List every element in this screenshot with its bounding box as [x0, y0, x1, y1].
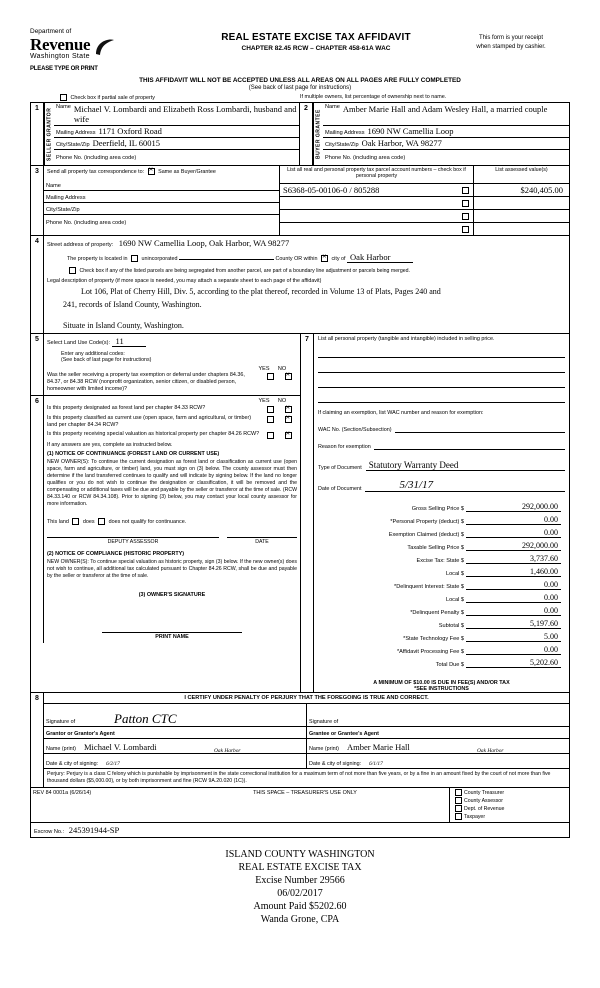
grantee-name-print-label: Name (print): [309, 746, 339, 752]
parcel-column-header: List all real and personal property tax parcel account numbers – check box if personal property: [280, 166, 474, 183]
section6-instruction: If any answers are yes, complete as instructed below.: [47, 442, 173, 449]
stamp-line-2: REAL ESTATE EXCISE TAX: [238, 862, 362, 873]
footer-row: [31, 787, 569, 822]
taxable-selling-price-value[interactable]: 292,000.00: [466, 541, 561, 551]
parcel-row: [280, 210, 569, 223]
document-type-label: Type of Document: [318, 465, 362, 471]
corr-phone-row: [44, 215, 279, 227]
form-revision-label: REV 84 0001a (6/26/14): [33, 790, 92, 796]
notice-compliance-title: (2) NOTICE OF COMPLIANCE (HISTORIC PROPERTY): [47, 551, 185, 558]
completion-notice: THIS AFFIDAVIT WILL NOT BE ACCEPTED UNLESS ALL AREAS ON ALL PAGES ARE FULLY COMPLETED: [139, 77, 461, 84]
taxpayer-label: Taxpayer: [464, 814, 486, 820]
excise-tax-local-value[interactable]: 1,460.00: [466, 567, 561, 577]
buyer-grantee-tab: BUYER GRANTEE: [313, 103, 323, 165]
seller-mailing-value[interactable]: 1171 Oxford Road: [98, 126, 162, 136]
seller-mailing-label: Mailing Address: [56, 130, 96, 136]
tax-correspondence-block: [44, 166, 280, 235]
corr-city-label: City/State/Zip: [46, 207, 80, 213]
unincorporated-checkbox[interactable]: [131, 255, 138, 262]
dept-revenue-checkbox[interactable]: [455, 805, 462, 812]
excise-tax-local-label: Local $: [445, 571, 464, 577]
segregation-note-row: [47, 267, 566, 274]
section6-yes-header: YES: [258, 398, 270, 404]
buyer-mailing-label: Mailing Address: [325, 130, 365, 136]
section5-no-header: NO: [277, 366, 287, 372]
stamp-line-1: ISLAND COUNTY WASHINGTON: [225, 849, 375, 860]
reason-exemption-value[interactable]: [374, 440, 565, 450]
excise-tax-state-value[interactable]: 3,737.60: [466, 554, 561, 564]
corr-city-value[interactable]: [83, 213, 277, 214]
seller-phone-value[interactable]: [139, 161, 297, 162]
total-due-value[interactable]: 5,202.60: [466, 658, 561, 668]
section-4-number: 4: [31, 236, 44, 333]
seller-exemption-question: Was the seller receiving a property tax exemption or deferral under chapters 84.36, 84.37, or 84.38 RCW (nonprofit organization, senior citizen, or disabled person, homeowner with limited income)?: [47, 372, 245, 392]
parcel-number-1[interactable]: S6368-05-00106-0 / 805288: [283, 185, 380, 195]
legal-description-line-1: Lot 106, Plat of Cherry Hill, Div. 5, according to the plat thereof, recorded in Volume 13 of Plats, Pages 240 and: [81, 287, 441, 296]
buyer-mailing-value[interactable]: 1690 NW Camellia Loop: [367, 126, 454, 136]
county-assessor-label: County Assessor: [464, 798, 503, 804]
seller-grantor-tab: SELLER GRANTOR: [44, 103, 54, 165]
exemption-claimed-value[interactable]: 0.00: [466, 528, 561, 538]
partial-sale-line: [30, 94, 300, 101]
partial-sale-label: Check box if partial sale of property: [70, 94, 155, 101]
property-address-block: [44, 236, 569, 333]
grantor-agent-label: Grantor or Grantor's Agent: [46, 731, 115, 737]
buyer-city-row: [323, 138, 569, 150]
corr-name-label: Name: [46, 183, 61, 189]
grantee-date-value[interactable]: 6/1/17: [369, 761, 383, 767]
receipt-note-line1: This form is your receipt: [478, 35, 544, 41]
city-of-checkbox[interactable]: [321, 255, 328, 262]
seller-exemption-no-checkbox[interactable]: [285, 373, 292, 380]
county-or-within-label: County OR within: [275, 256, 318, 262]
gross-selling-price-value[interactable]: 292,000.00: [466, 502, 561, 512]
taxable-selling-price-label: Taxable Selling Price $: [407, 545, 464, 551]
right-column: [301, 334, 569, 692]
section-1-number: 1: [31, 103, 44, 165]
seller-name-label: Name: [56, 104, 71, 110]
grantee-agent-label: Grantee or Grantee's Agent: [309, 731, 379, 737]
grantee-city-handwritten[interactable]: Oak Harbor: [477, 748, 504, 754]
total-due-label: Total Due $: [435, 662, 464, 668]
historic-property-question: Is this property receiving special valuation as historical property per chapter 84.26 RCW?: [47, 431, 260, 438]
treasurer-use-label: THIS SPACE – TREASURER'S USE ONLY: [253, 790, 357, 796]
segregation-checkbox[interactable]: [69, 267, 76, 274]
department-label: Department of: [30, 28, 72, 35]
seller-name-row: [54, 103, 299, 126]
grantee-signature-label: Signature of: [309, 719, 339, 725]
grantee-date-city-label: Date & city of signing:: [309, 761, 362, 767]
grantor-date-city-label: Date & city of signing:: [46, 761, 99, 767]
delinquent-interest-local-value[interactable]: 0.00: [466, 593, 561, 603]
street-address-label: Street address of property:: [47, 242, 114, 248]
buyer-name-label: Name: [325, 104, 340, 110]
current-use-yes-checkbox[interactable]: [267, 416, 274, 423]
legal-description-line-3: Situate in Island County, Washington.: [63, 321, 184, 330]
escrow-number-label: Escrow No.:: [34, 829, 65, 835]
does-not-label: does not qualify for continuance.: [108, 519, 187, 526]
delinquent-penalty-label: *Delinquent Penalty $: [410, 610, 464, 616]
section-7-number: 7: [301, 334, 314, 692]
escrow-row: [31, 822, 569, 837]
state-technology-fee-label: *State Technology Fee $: [403, 636, 464, 642]
personal-property-label: List all personal property (tangible and intangible) included in selling price.: [318, 336, 495, 342]
section-5-number: 5: [31, 334, 44, 395]
land-does-not-checkbox[interactable]: [98, 518, 105, 525]
land-does-checkbox[interactable]: [72, 518, 79, 525]
personal-property-deduct-value[interactable]: 0.00: [466, 515, 561, 525]
city-name-value[interactable]: Oak Harbor: [347, 252, 413, 263]
notice-continuance-title: (1) NOTICE OF CONTINUANCE (FOREST LAND OR CURRENT USE): [47, 451, 220, 458]
delinquent-interest-state-value[interactable]: 0.00: [466, 580, 561, 590]
legal-description-label: Legal description of property (if more space is needed, you may attach a separate sheet to each page of the affidavit): [47, 278, 322, 284]
legal-description-line-2: 241, records of Island County, Washington.: [63, 300, 202, 309]
section-2-number: 2: [300, 103, 313, 165]
buyer-name-value[interactable]: Amber Marie Hall and Adam Wesley Hall, a married couple: [342, 104, 548, 114]
continuance-qualify-row: [47, 518, 297, 525]
delinquent-penalty-value[interactable]: 0.00: [466, 606, 561, 616]
title-block: [180, 28, 452, 52]
assessed-value-4[interactable]: [474, 223, 569, 235]
street-address-value[interactable]: 1690 NW Camellia Loop, Oak Harbor, WA 98277: [118, 238, 290, 248]
buyer-city-label: City/State/Zip: [325, 142, 359, 148]
section6-no-header: NO: [277, 398, 287, 404]
stamp-line-6: Wanda Grone, CPA: [260, 914, 340, 925]
assessed-value-1[interactable]: $240,405.00: [520, 185, 563, 195]
section-8-number: 8: [31, 693, 44, 787]
section5-yes-header: YES: [258, 366, 270, 372]
land-use-code-value[interactable]: 11: [112, 336, 146, 347]
county-stamp: [30, 848, 570, 926]
left-column: [31, 334, 301, 692]
send-correspondence-label: Send all property tax correspondence to:: [47, 168, 145, 175]
state-technology-fee-value[interactable]: 5.00: [466, 632, 561, 642]
personal-property-line-3[interactable]: [318, 377, 565, 388]
parcel-row: [280, 184, 569, 197]
reason-exemption-label: Reason for exemption: [318, 444, 371, 450]
owner-signature-label: (3) OWNER'S SIGNATURE: [138, 592, 206, 599]
delinquent-interest-local-label: Local $: [445, 597, 464, 603]
property-location-row: [47, 252, 566, 263]
personal-property-checkbox-3[interactable]: [462, 213, 469, 220]
personal-property-checkbox-1[interactable]: [462, 187, 469, 194]
segregation-note: Check box if any of the listed parcels are being segregated from another parcel, are part of a boundary line adjustment or parcels being merged.: [79, 267, 410, 274]
assessed-value-3[interactable]: [474, 210, 569, 222]
multiple-owners-note: If multiple owners, list percentage of ownership next to name.: [300, 94, 447, 100]
document-type-value[interactable]: Statutory Warranty Deed: [366, 460, 565, 471]
notice-compliance-body: NEW OWNER(S): To continue special valuation as historic property, sign (3) below. If the new owner(s) does not wish to continue, all additional tax calculated pursuant to Chapter 84.26 RCW, shall be due and payable by the seller or transferor at the time of sale.: [47, 559, 297, 580]
corr-mailing-value[interactable]: [89, 201, 278, 202]
subtotal-value[interactable]: 5,197.60: [466, 619, 561, 629]
grantee-name-print-value[interactable]: Amber Marie Hall: [347, 742, 410, 752]
grantor-date-value[interactable]: 6/2/17: [106, 761, 120, 767]
seller-phone-label: Phone No. (including area code): [56, 155, 137, 161]
seller-mailing-row: [54, 126, 299, 138]
seller-phone-row: [54, 150, 299, 162]
current-use-no-checkbox[interactable]: [285, 416, 292, 423]
perjury-statement: Perjury: Perjury is a class C felony which is punishable by imprisonment in the state correctional institution for a maximum term of not more than five years, or by a fine in an amount fixed by the court of not more than five thousand dollars ($5,000.00), or by both imprisonment and fine (RCW 9A.20.020 (1C)).: [44, 768, 569, 787]
buyer-mailing-row: [323, 126, 569, 138]
seller-city-value[interactable]: Deerfield, IL 60015: [92, 138, 161, 148]
deputy-assessor-label: DEPUTY ASSESSOR: [47, 537, 219, 545]
dept-revenue-label: Dept. of Revenue: [464, 806, 505, 812]
taxpayer-checkbox[interactable]: [455, 813, 462, 820]
wac-number-label: WAC No. (Section/Subsection): [318, 427, 392, 433]
does-label: does: [82, 519, 95, 526]
this-land-label: This land: [47, 519, 69, 526]
land-use-code-label: Select Land Use Code(s):: [47, 340, 110, 346]
grantor-name-print-label: Name (print): [46, 746, 76, 752]
corr-name-value[interactable]: [64, 189, 277, 190]
parcel-row: [280, 197, 569, 210]
affidavit-processing-fee-label: *Affidavit Processing Fee $: [396, 649, 464, 655]
washington-state-label: Washington State: [30, 53, 90, 60]
parcel-row: [280, 223, 569, 235]
county-treasurer-checkbox[interactable]: [455, 789, 462, 796]
see-instructions-note: *SEE INSTRUCTIONS: [414, 686, 469, 692]
buyer-phone-label: Phone No. (including area code): [325, 155, 406, 161]
section-3-number: 3: [31, 166, 44, 235]
forest-land-yes-checkbox[interactable]: [267, 406, 274, 413]
grantor-signature-block: [44, 704, 307, 768]
seller-exemption-yes-checkbox[interactable]: [267, 373, 274, 380]
section-6-number: 6: [31, 396, 44, 643]
stamp-line-4: 06/02/2017: [277, 888, 323, 899]
personal-property-line-1[interactable]: [318, 347, 565, 358]
city-of-label: city of: [331, 256, 346, 262]
corr-mailing-row: [44, 191, 279, 203]
completion-notice-sub: (See back of last page for instructions): [248, 85, 352, 91]
corr-name-row: [44, 179, 279, 191]
agency-logo-block: [30, 28, 180, 72]
located-in-label: The property is located in: [67, 256, 128, 262]
grantee-signature-block: [307, 704, 569, 768]
current-use-question: Is this property classified as current use (open space, farm and agricultural, or timber) land per chapter 84.34 RCW?: [47, 415, 252, 429]
grantor-name-print-value[interactable]: Michael V. Lombardi: [84, 742, 157, 752]
buyer-city-value[interactable]: Oak Harbor, WA 98277: [361, 138, 442, 148]
affidavit-processing-fee-value[interactable]: 0.00: [466, 645, 561, 655]
stamp-line-3: Excise Number 29566: [255, 875, 345, 886]
personal-property-deduct-label: *Personal Property (deduct) $: [390, 519, 464, 525]
document-subtitle: CHAPTER 82.45 RCW – CHAPTER 458-61A WAC: [241, 45, 391, 52]
seller-city-label: City/State/Zip: [56, 142, 90, 148]
receipt-note: [452, 28, 570, 52]
subtotal-label: Subtotal $: [438, 623, 464, 629]
copy-distribution-list: [449, 788, 569, 822]
seller-section: [31, 103, 300, 165]
receipt-note-line2: when stamped by cashier.: [476, 44, 546, 50]
same-as-buyer-label: Same as Buyer/Grantee: [158, 168, 216, 175]
parties-block: [30, 102, 570, 838]
send-correspondence-row: [44, 166, 279, 179]
document-title: REAL ESTATE EXCISE TAX AFFIDAVIT: [221, 32, 411, 43]
document-date-value[interactable]: 5/31/17: [365, 479, 565, 492]
historic-yes-checkbox[interactable]: [267, 432, 274, 439]
grantor-signature-label: Signature of: [46, 719, 76, 725]
buyer-name-row: [323, 103, 569, 126]
delinquent-interest-state-label: *Delinquent Interest: State $: [394, 584, 464, 590]
certification-statement: I CERTIFY UNDER PENALTY OF PERJURY THAT THE FOREGOING IS TRUE AND CORRECT.: [44, 693, 569, 704]
print-name-label: PRINT NAME: [102, 632, 242, 640]
county-treasurer-label: County Treasurer: [464, 790, 505, 796]
personal-property-line-2[interactable]: [318, 362, 565, 373]
personal-property-checkbox-2[interactable]: [462, 200, 469, 207]
see-back-instructions: (See back of last page for instructions): [61, 357, 152, 363]
revenue-wordmark: Revenue: [30, 35, 91, 54]
stamp-line-5: Amount Paid $5202.60: [253, 901, 347, 912]
tax-computation-block: [318, 499, 565, 668]
additional-codes-label: Enter any additional codes:: [61, 351, 125, 357]
buyer-phone-row: [323, 150, 569, 162]
gross-selling-price-label: Gross Selling Price $: [411, 506, 464, 512]
parcel-list-block: [280, 166, 569, 235]
minimum-fee-notice: A MINIMUM OF $10.00 IS DUE IN FEE(S) AND/OR TAX: [373, 680, 510, 686]
forest-land-question: Is this property designated as forest land per chapter 84.33 RCW?: [47, 405, 206, 411]
wac-number-value[interactable]: [395, 423, 566, 433]
same-as-buyer-checkbox[interactable]: [148, 168, 155, 175]
exemption-claim-label: If claiming an exemption, list WAC number and reason for exemption:: [318, 410, 484, 416]
document-header: [30, 28, 570, 72]
county-assessor-checkbox[interactable]: [455, 797, 462, 804]
exemption-claimed-label: Exemption Claimed (deduct) $: [388, 532, 464, 538]
corr-mailing-label: Mailing Address: [46, 195, 86, 201]
seller-city-row: [54, 138, 299, 150]
assessed-value-column-header: List assessed value(s): [495, 167, 548, 173]
assessor-date-label: DATE: [227, 537, 297, 545]
corr-phone-value[interactable]: [129, 226, 277, 227]
document-date-label: Date of Document: [318, 486, 362, 492]
forest-land-no-checkbox[interactable]: [285, 406, 292, 413]
personal-property-line-4[interactable]: [318, 392, 565, 403]
personal-property-checkbox-4[interactable]: [462, 226, 469, 233]
buyer-section: [300, 103, 569, 165]
buyer-phone-value[interactable]: [408, 161, 567, 162]
notice-continuance-body: NEW OWNER(S): To continue the current designation as forest land or classification as current use (open space, farm and agriculture, or timber) land, you must sign on (3) below. The county assessor must then determine if the land transferred continues to qualify and will indicate by signing below. If the land no longer qualifies or you do not wish to continue the designation or classification, it will be removed and the compensating or additional taxes will be due and payable by the seller or transferor at the time of sale. (RCW 84.33.140 or RCW 84.34.108). Prior to signing (3) below, you may contact your local county assessor for more information.: [47, 459, 297, 508]
please-type-label: PLEASE TYPE OR PRINT: [30, 66, 98, 72]
grantor-city-handwritten[interactable]: Oak Harbor: [214, 748, 241, 754]
escrow-number-value[interactable]: 245391944-SP: [68, 825, 120, 835]
revenue-swoosh-icon: [94, 37, 116, 59]
partial-sale-checkbox[interactable]: [60, 94, 67, 101]
unincorporated-label: unincorporated: [141, 256, 178, 262]
corr-city-row: [44, 203, 279, 215]
seller-name-value[interactable]: Michael V. Lombardi and Elizabeth Ross Lombardi, husband and wife: [73, 104, 297, 124]
historic-no-checkbox[interactable]: [285, 432, 292, 439]
assessed-value-2[interactable]: [474, 197, 569, 209]
corr-phone-label: Phone No. (including area code): [46, 220, 127, 226]
grantor-signature-ink[interactable]: Patton CTC: [114, 711, 177, 726]
excise-tax-state-label: Excise Tax: State $: [416, 558, 464, 564]
